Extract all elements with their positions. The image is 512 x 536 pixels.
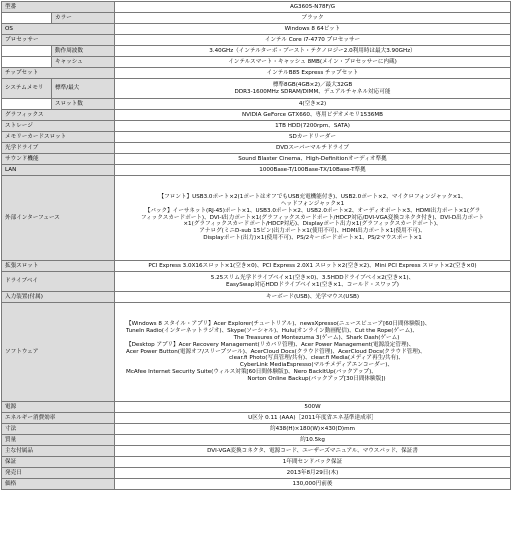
value-freq: 3.40GHz（インテルターボ・ブースト・テクノロジー2.0利用時は最大3.90GHz） <box>115 46 511 57</box>
value-line: CyberLink MediaEspresso(マルチメディアエンコーダー)、 <box>239 362 394 369</box>
blank-cell <box>2 46 52 57</box>
row-sound <box>2 154 511 165</box>
value-line: EasySwap対応HDDドライブベイ×1(空き×1、コールド・スワップ) <box>226 281 399 288</box>
row-slots <box>2 99 511 110</box>
value-line: Acer Power Button(電源オフ/スリープツール)、AcerCloud Docs(クラウド管理)、AcerCloud Docs(クラウド管理)、 <box>126 348 426 355</box>
row-storage <box>2 121 511 132</box>
row-chipset <box>2 68 511 79</box>
row-dims <box>2 424 511 435</box>
row-memcard <box>2 132 511 143</box>
label-weight: 質量 <box>2 435 115 446</box>
label-input: 入力装置(付属) <box>2 292 115 303</box>
row-freq <box>2 46 511 57</box>
row-release <box>2 468 511 479</box>
spec-table <box>1 1 511 490</box>
row-model <box>2 2 511 13</box>
row-graphics <box>2 110 511 121</box>
value-line: Norton Online Backup(バックアップ[30日間体験版]) <box>247 376 386 383</box>
value-software <box>115 303 511 402</box>
row-input <box>2 292 511 303</box>
row-io <box>2 176 511 261</box>
label-software: ソフトウェア <box>2 303 115 402</box>
value-memcard: SDカードリーダー <box>115 132 511 143</box>
value-line: DDR3-1600MHz SDRAM/DIMM、デュアルチャネル対応可能 <box>234 88 391 95</box>
value-line: 【フロント】USB3.0ポート×2(1ポートはオフでもUSB充電機能付き)、USB2.0ポート×2、マイクロフォンジャック×1、 <box>158 193 467 200</box>
value-line: 標準8GB(4GB×2)／最大32GB <box>272 81 353 88</box>
row-warranty <box>2 457 511 468</box>
value-line: フィックスカードポート)、DVI-I出力ポート×1(グラフィックスカードポート/HDCP対応/DVI-VGA変換コネクタ付き)、DVI-D出力ポート <box>140 214 485 221</box>
blank-cell <box>2 99 52 110</box>
row-os <box>2 24 511 35</box>
value-memory <box>115 79 511 99</box>
row-software <box>2 303 511 402</box>
value-graphics: NVIDIA GeForce GTX660、専用ビデオメモリ1536MB <box>115 110 511 121</box>
row-color <box>2 13 511 24</box>
row-bays <box>2 272 511 292</box>
value-optical: DVDスーパーマルチドライブ <box>115 143 511 154</box>
value-energy: U区分 0.11 (AAA)［2011年度省エネ基準達成率］ <box>115 413 511 424</box>
value-accessories: DVI-VGA変換コネクタ、電源コード、ユーザーズマニュアル、マウスパッド、保証書 <box>115 446 511 457</box>
label-chipset: チップセット <box>2 68 115 79</box>
value-line: 【Windows 8 スタイル・アプリ】Acer Explorer(チュートリアル)、newsXpresso(ニュースビューア[60日間体験版])、 <box>126 320 431 327</box>
value-price: 130,000円前後 <box>115 479 511 490</box>
value-slots: 4(空き×2) <box>115 99 511 110</box>
value-os: Windows 8 64ビット <box>115 24 511 35</box>
value-expansion: PCI Express 3.0X16スロット×1(空き×0)、PCI Express 2.0X1 スロット×2(空き×2)、Mini PCI Express スロット×2(空き×0) <box>115 261 511 272</box>
label-io: 外部インターフェース <box>2 176 115 261</box>
row-expansion <box>2 261 511 272</box>
row-energy <box>2 413 511 424</box>
value-chipset: インテルB85 Express チップセット <box>115 68 511 79</box>
value-color: ブラック <box>115 13 511 24</box>
value-line: ヘッドフォンジャック×1 <box>280 200 345 207</box>
label-accessories: 主な付属品 <box>2 446 115 457</box>
row-accessories <box>2 446 511 457</box>
label-model: 型番 <box>2 2 115 13</box>
label-graphics: グラフィックス <box>2 110 115 121</box>
label-bays: ドライブベイ <box>2 272 115 292</box>
value-model: AG3605-N78F/G <box>115 2 511 13</box>
value-input: キーボード(USB)、光学マウス(USB) <box>115 292 511 303</box>
blank-cell <box>2 57 52 68</box>
label-freq: 動作周波数 <box>52 46 115 57</box>
row-lan <box>2 165 511 176</box>
label-slots: スロット数 <box>52 99 115 110</box>
label-memcard: メモリーカードスロット <box>2 132 115 143</box>
value-line: McAfee Internet Security Suite(ウィルス対策[60日間体験版])、Nero BackItUp(バックアップ)、 <box>126 369 377 376</box>
value-power: 500W <box>115 402 511 413</box>
value-warranty: 1年間センドバック保証 <box>115 457 511 468</box>
value-line: 【Desktop アプリ】Acer Recovery Management(リカバリ管理)、Acer Power Management(電源設定管理)、 <box>126 341 415 348</box>
value-line: 5.25スリム光学ドライブベイ×1(空き×0)、3.5HDDドライブベイ×2(空き×1)、 <box>210 274 415 281</box>
value-line: clear.fi Photo(写真管理/共有)、clear.fi Media(メディア再生/共有)、 <box>228 355 405 362</box>
value-line: TuneIn Radio(インターネットラジオ)、Skype(ソーシャル)、Hulu(オンライン動画配信)、Cut the Rope(ゲーム)、 <box>126 327 418 334</box>
row-power <box>2 402 511 413</box>
value-sound: Sound Blaster Cinema、High-Definitionオーディオ準拠 <box>115 154 511 165</box>
label-dims: 寸法 <box>2 424 115 435</box>
value-cpu: インテル Core i7-4770 プロセッサー <box>115 35 511 46</box>
value-line: アナログ(ミニD-sub 15ピン)出力ポート×1(使用不可)、HDMI出力ポート×1(使用不可)、 <box>199 228 426 235</box>
label-cpu: プロセッサー <box>2 35 115 46</box>
value-line: ×1(グラフィックスカードポート/HDCP対応)、Displayポート出力×1(グラフィックスカードポート)、 <box>183 221 442 228</box>
value-line: 【バック】イーサネット(RJ-45)ポート×1、USB3.0ポート×2、USB2.0ポート×2、オーディオポート×3、HDMI出力ポート×1(グラ <box>144 207 481 214</box>
label-power: 電源 <box>2 402 115 413</box>
label-sound: サウンド機能 <box>2 154 115 165</box>
label-color: カラー <box>52 13 115 24</box>
value-line: Displayポート(出力)×1(使用不可)、PS/2キーボードポート×1、PS/2マウスポート×1 <box>203 235 422 242</box>
label-memory: システムメモリ <box>2 79 52 99</box>
row-memory <box>2 79 511 99</box>
value-io <box>115 176 511 261</box>
value-dims: 約438(H)×180(W)×430(D)mm <box>115 424 511 435</box>
label-storage: ストレージ <box>2 121 115 132</box>
label-os: OS <box>2 24 115 35</box>
row-weight <box>2 435 511 446</box>
label-energy: エネルギー消費効率 <box>2 413 115 424</box>
row-price <box>2 479 511 490</box>
blank-cell <box>2 13 52 24</box>
value-release: 2013年8月29日(木) <box>115 468 511 479</box>
label-price: 価格 <box>2 479 115 490</box>
label-expansion: 拡張スロット <box>2 261 115 272</box>
label-release: 発売日 <box>2 468 115 479</box>
value-bays <box>115 272 511 292</box>
row-cache <box>2 57 511 68</box>
label-lan: LAN <box>2 165 115 176</box>
value-weight: 約10.5kg <box>115 435 511 446</box>
value-storage: 1TB HDD(7200rpm、SATA) <box>115 121 511 132</box>
row-cpu <box>2 35 511 46</box>
row-optical <box>2 143 511 154</box>
value-lan: 1000Base-T/100Base-TX/10Base-T準拠 <box>115 165 511 176</box>
label-optical: 光学ドライブ <box>2 143 115 154</box>
label-memory-sub: 標準/最大 <box>52 79 115 99</box>
label-warranty: 保証 <box>2 457 115 468</box>
value-line: The Treasures of Montezuma 3(ゲーム)、Shark Dash(ゲーム) <box>233 334 400 341</box>
label-cache: キャッシュ <box>52 57 115 68</box>
value-cache: インテルスマート・キャッシュ 8MB(メイン・プロセッサーに内蔵) <box>115 57 511 68</box>
